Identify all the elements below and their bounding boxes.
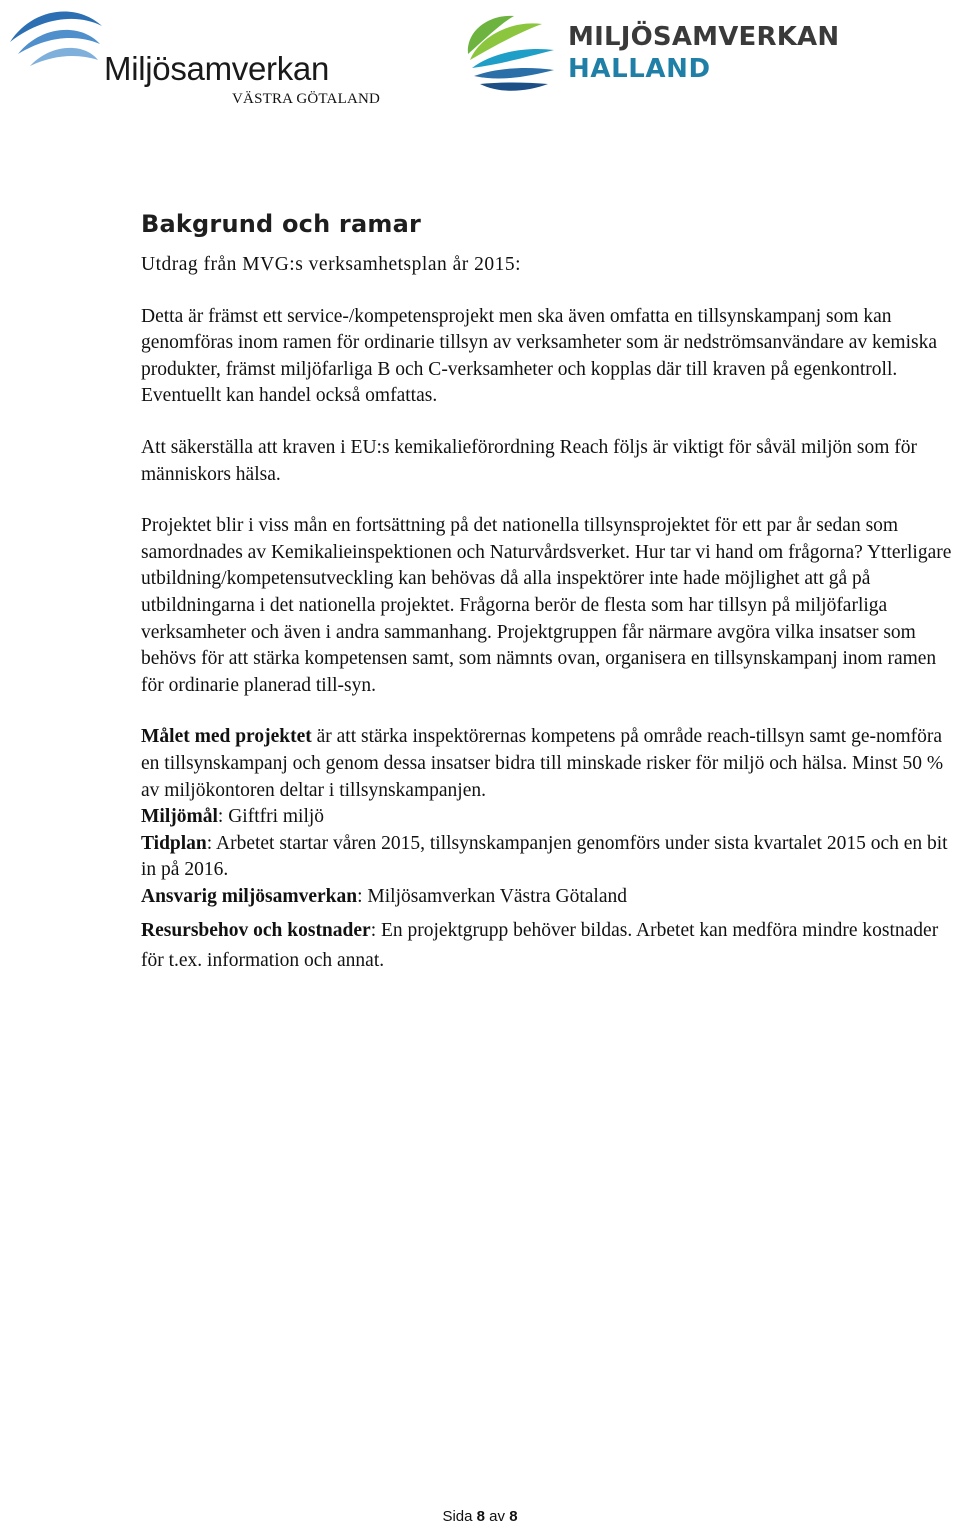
document-body [141,210,960,976]
paragraph-env-goal [141,804,960,831]
logo-left-region: VÄSTRA GÖTALAND [232,91,381,107]
wave-logo-icon [4,4,114,84]
goal-label: Målet med projektet [141,726,312,748]
paragraph-timeline [141,831,960,884]
goal-text: är att stärka inspektörernas kompetens på område reach-tillsyn samt ge-nomföra en tillsynskampanj och genom dessa insatser bidra till minskade risker för miljö och hälsa. Minst 50 % av miljökontoren deltar i tillsynskampanjen. [141,726,944,801]
footer-middle: av [485,1508,510,1525]
logo-miljosamverkan-vastra-gotaland [4,4,384,108]
logo-right-line1: MILJÖSAMVERKAN [568,22,840,52]
env-text: : Giftfri miljö [217,806,325,828]
paragraph-responsible [141,884,960,911]
paragraph-intro: Detta är främst ett service-/kompetensprojekt men ska även omfatta en tillsynskampanj som kan genomföras inom ramen för ordinarie tillsyn av verksamheter som är nedströmsanvändare av kemiska produkter, främst miljöfarliga B och C-verksamheter och kopplas där till kraven på egenkontroll. Eventuellt kan handel också omfattas. [141,305,937,407]
paragraph-goal [141,724,960,804]
resp-text: : Miljösamverkan Västra Götaland [357,885,627,907]
logo-right-line2: HALLAND [568,54,711,84]
paragraph-project: Projektet blir i viss mån en fortsättning på det nationella tillsynsprojektet för ett par år sedan som samordnades av Kemikalieinspektionen och Naturvårdsverket. Hur tar vi hand om frågorna? Ytterligare utbildning/kompetensutveckling kan behövas då alla inspektörer inte hade möjlighet att gå på utbildningarna i det nationella projektet. Frågorna berör de flesta som har tillsyn på miljöfarliga verksamheter och även i andra sammanhang. Projektgruppen får närmare avgöra vilka insatser som behövs för att stärka kompetensen samt, som nämnts ovan, organisera en tillsynskampanj inom ramen för ordinarie planerad till-syn. [141,515,952,696]
logo-left-name: Miljösamverkan [104,50,330,87]
footer-page: 8 [476,1508,485,1525]
res-text: : En projektgrupp behöver bildas. Arbetet kan medföra mindre kostnader för t.ex. information och annat. [141,920,939,972]
section-heading: Bakgrund och ramar [141,210,421,238]
paragraph-reach: Att säkerställa att kraven i EU:s kemikalieförordning Reach följs är viktigt för såväl miljön som för människors hälsa. [141,436,918,485]
env-label: Miljömål [141,806,218,828]
footer-total: 8 [509,1508,518,1525]
footer-prefix: Sida [442,1508,477,1525]
time-text: : Arbetet startar våren 2015, tillsynskampanjen genomförs under sista kvartalet 2015 och en bit in på 2016. [141,832,948,881]
subtitle: Utdrag från MVG:s verksamhetsplan år 2015: [141,254,522,275]
resp-label: Ansvarig miljösamverkan [141,885,358,907]
paragraph-resources [141,916,960,976]
logo-miljosamverkan-halland [460,10,840,100]
page-footer [0,1508,960,1525]
time-label: Tidplan [141,832,207,854]
halland-emblem-icon [460,10,560,96]
res-label: Resursbehov och kostnader [141,920,371,942]
